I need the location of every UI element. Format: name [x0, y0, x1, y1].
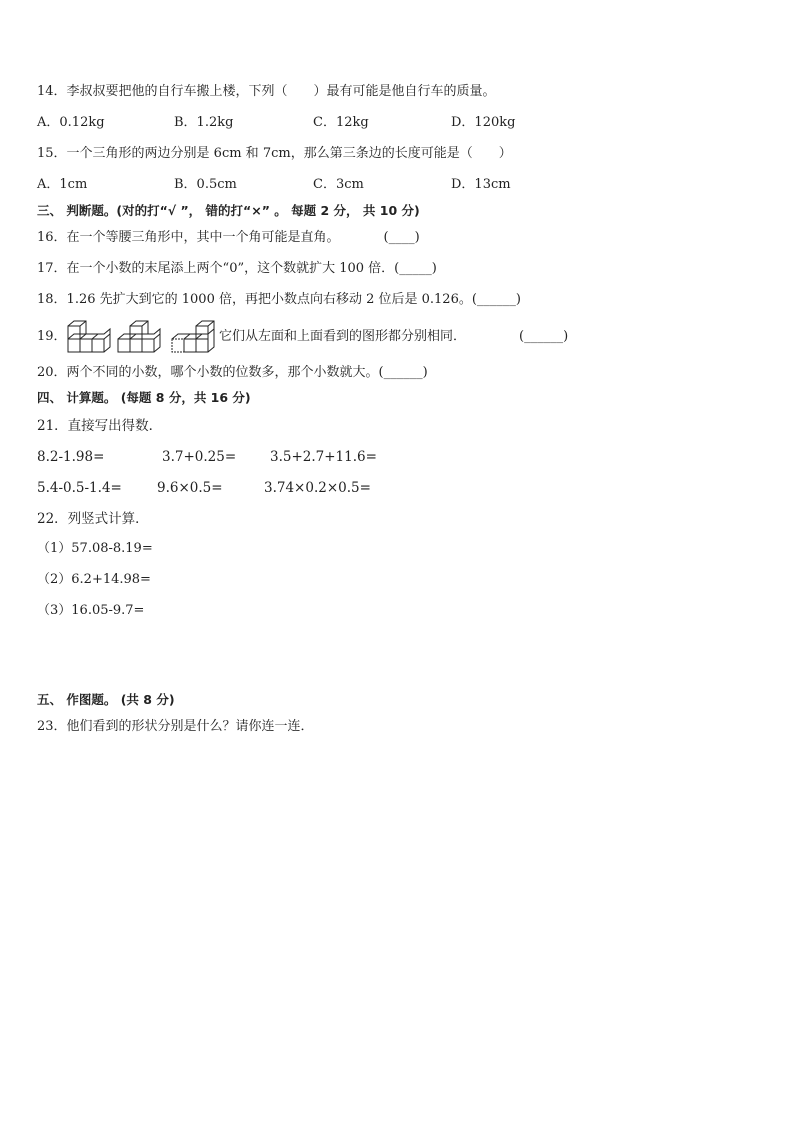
- cube-figure-2: [116, 319, 162, 355]
- question-16-blank: (____): [383, 230, 420, 245]
- vertical-calc-item: （3）16.05-9.7=: [37, 603, 145, 618]
- question-15-option-a: A．1cm: [37, 177, 88, 192]
- cube-figure-3: [170, 319, 220, 355]
- question-22-stem: 22．列竖式计算．: [37, 511, 149, 527]
- calc-item: 9.6×0.5=: [157, 480, 223, 496]
- vertical-calc-item: （1）57.08-8.19=: [37, 541, 153, 556]
- question-14-option-b: B．1.2kg: [174, 115, 234, 130]
- calc-item: 3.5+2.7+11.6=: [270, 449, 377, 465]
- question-19-text: 它们从左面和上面看到的图形都分别相同．: [219, 329, 467, 344]
- question-14-option-a: A．0.12kg: [37, 115, 105, 130]
- question-15-option-b: B．0.5cm: [174, 177, 237, 192]
- question-19-number: 19．: [37, 329, 67, 344]
- calc-item: 3.74×0.2×0.5=: [264, 480, 371, 496]
- question-14-option-d: D．120kg: [451, 115, 516, 130]
- question-18: 18．1.26 先扩大到它的 1000 倍，再把小数点向右移动 2 位后是 0.126。(______): [37, 292, 521, 307]
- cube-figure-1: [66, 319, 112, 355]
- vertical-calc-item: （2）6.2+14.98=: [37, 572, 151, 587]
- question-23-stem: 23．他们看到的形状分别是什么？请你连一连．: [37, 719, 314, 734]
- calc-item: 8.2-1.98=: [37, 449, 105, 465]
- question-19-blank: (______): [519, 329, 569, 344]
- section-4-title: 四、 计算题。 (每题 8 分，共 16 分): [37, 390, 251, 405]
- question-20: 20．两个不同的小数，哪个小数的位数多，那个小数就大。(______): [37, 365, 428, 380]
- section-5-title: 五、 作图题。 (共 8 分): [37, 692, 175, 707]
- question-21-stem: 21．直接写出得数．: [37, 418, 163, 434]
- question-17: 17．在一个小数的末尾添上两个“0”，这个数就扩大 100 倍．(_____): [37, 261, 437, 276]
- question-14-option-c: C．12kg: [313, 115, 369, 130]
- question-15-stem: 15．一个三角形的两边分别是 6cm 和 7cm，那么第三条边的长度可能是（ ）: [37, 146, 512, 161]
- question-15-option-c: C．3cm: [313, 177, 364, 192]
- calc-item: 3.7+0.25=: [162, 449, 237, 465]
- question-16: [37, 229, 420, 247]
- question-14-stem: 14．李叔叔要把他的自行车搬上楼，下列（ ）最有可能是他自行车的质量。: [37, 84, 496, 99]
- section-3-title: 三、 判断题。(对的打“√ ”， 错的打“×” 。 每题 2 分， 共 10 分): [37, 203, 420, 218]
- question-16-text: 16．在一个等腰三角形中，其中一个角可能是直角。: [37, 230, 340, 245]
- question-15-option-d: D．13cm: [451, 177, 511, 192]
- calc-item: 5.4-0.5-1.4=: [37, 480, 122, 496]
